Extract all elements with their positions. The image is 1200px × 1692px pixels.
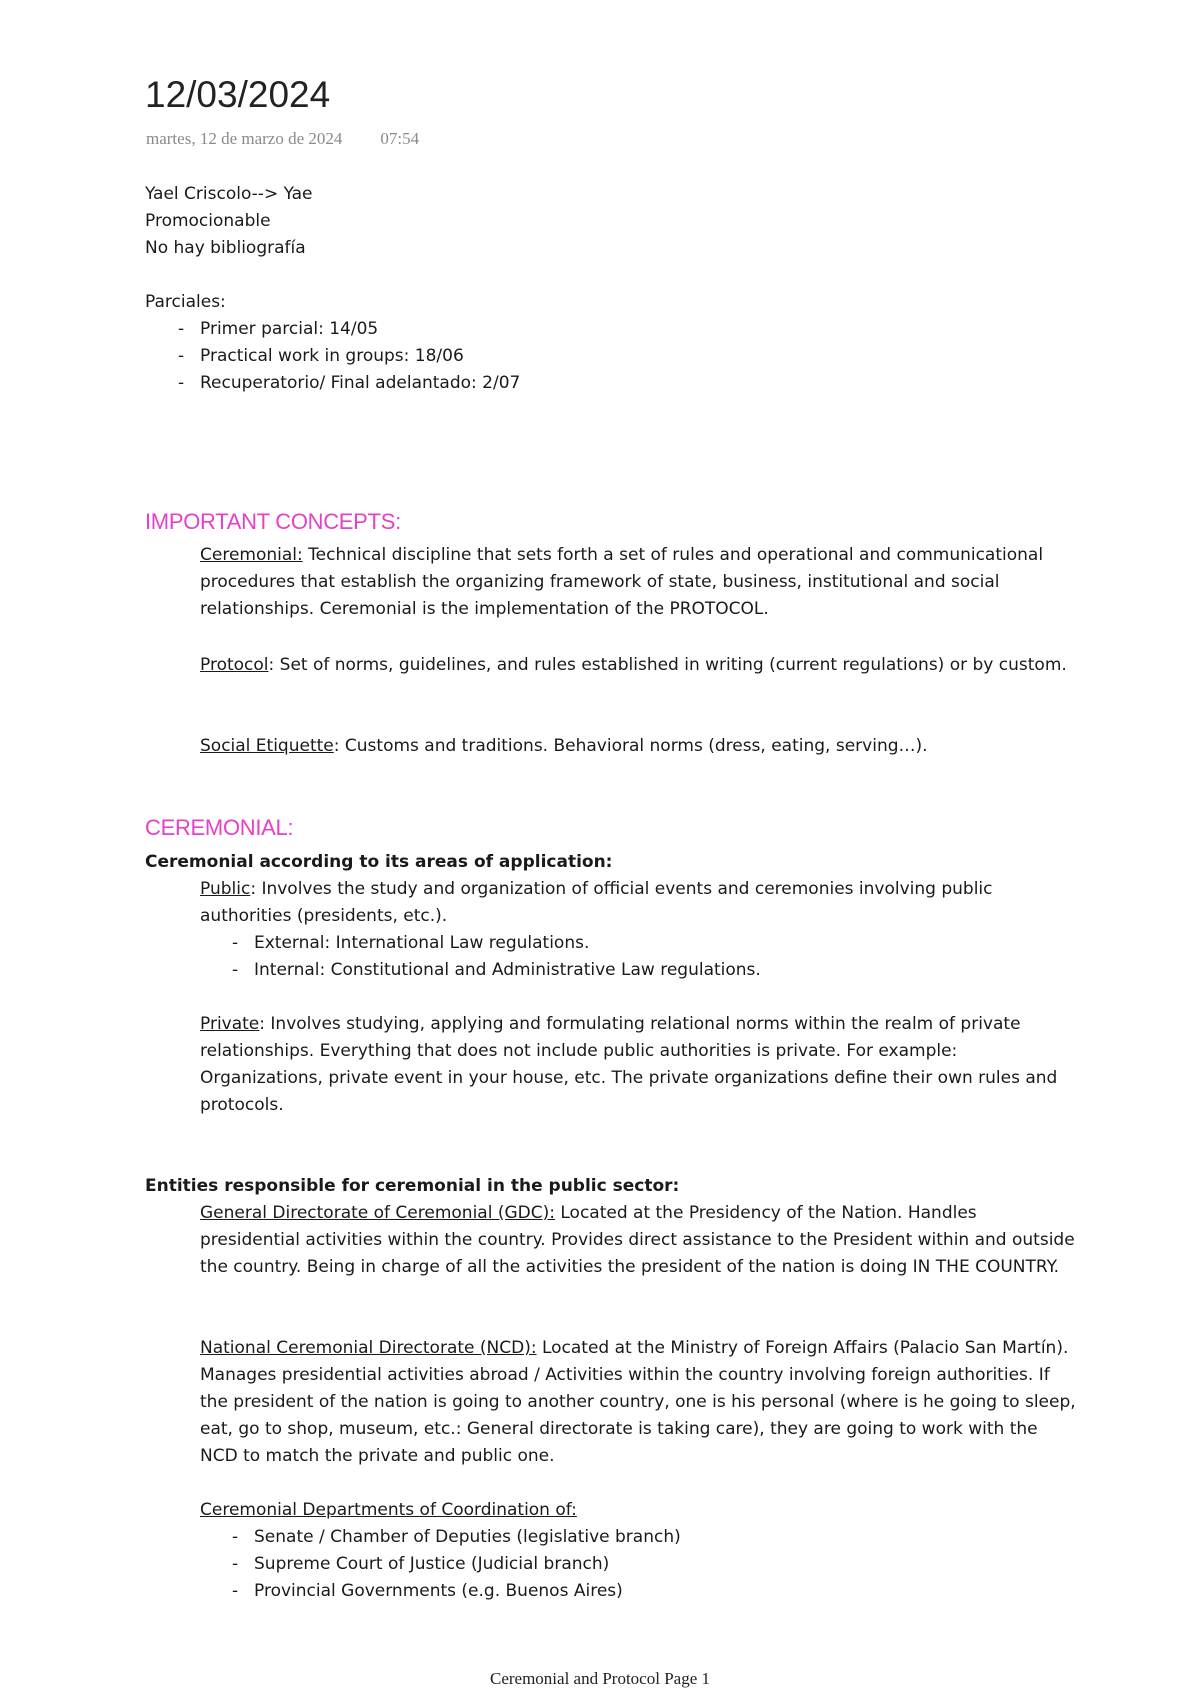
- ceremonial-definition: Ceremonial: Technical discipline that sets forth a set of rules and operational and communicational procedures that establish the organizing framework of state, business, institutional and social relationships. Ceremonial is the implementation of the PROTOCOL.: [200, 545, 1044, 619]
- list-item: - Primer parcial: 14/05: [178, 319, 379, 339]
- page-title: 12/03/2024: [145, 74, 331, 115]
- intro-line-3: No hay bibliografía: [145, 238, 306, 258]
- ceremonial-subheading: Ceremonial according to its areas of application:: [145, 852, 613, 872]
- intro-line-1: Yael Criscolo--> Yae: [145, 184, 313, 204]
- important-concepts-heading: IMPORTANT CONCEPTS:: [145, 509, 401, 534]
- ncd-definition: National Ceremonial Directorate (NCD): Located at the Ministry of Foreign Affairs (Palacio San Martín). Manages presidential activities abroad / Activities within the country involving foreign authorities. If the president of the nation is going to another country, one is his personal (where is he going to sleep, eat, go to shop, museum, etc.: General directorate is taking care), they are going to work with the NCD to match the private and public one.: [200, 1338, 1076, 1466]
- departments-label: Ceremonial Departments of Coordination of:: [200, 1500, 577, 1520]
- list-item: - Senate / Chamber of Deputies (legislative branch): [232, 1527, 681, 1547]
- list-item: - Internal: Constitutional and Administrative Law regulations.: [232, 960, 761, 980]
- intro-line-2: Promocionable: [145, 211, 271, 231]
- list-item: - Provincial Governments (e.g. Buenos Aires): [232, 1581, 623, 1601]
- protocol-definition: Protocol: Set of norms, guidelines, and rules established in writing (current regulations) or by custom.: [200, 655, 1067, 675]
- time-text: 07:54: [380, 129, 420, 148]
- list-item: - Practical work in groups: 18/06: [178, 346, 464, 366]
- list-item: - External: International Law regulations.: [232, 933, 590, 953]
- page-footer: Ceremonial and Protocol Page 1: [489, 1669, 710, 1688]
- list-item: - Recuperatorio/ Final adelantado: 2/07: [178, 373, 521, 393]
- page-meta: [146, 129, 419, 149]
- etiquette-definition: Social Etiquette: Customs and traditions. Behavioral norms (dress, eating, serving…).: [200, 736, 928, 756]
- gdc-definition: General Directorate of Ceremonial (GDC): Located at the Presidency of the Nation. Handles presidential activities within the country. Provides direct assistance to the President within and outside the country. Being in charge of all the activities the president of the nation is doing IN THE COUNTRY.: [200, 1203, 1075, 1277]
- public-definition: Public: Involves the study and organization of official events and ceremonies involving public authorities (presidents, etc.).: [200, 879, 993, 926]
- list-item: - Supreme Court of Justice (Judicial branch): [232, 1554, 610, 1574]
- entities-heading: Entities responsible for ceremonial in the public sector:: [145, 1176, 680, 1196]
- date-text: martes, 12 de marzo de 2024: [146, 129, 343, 148]
- private-definition: Private: Involves studying, applying and formulating relational norms within the realm of private relationships. Everything that does not include public authorities is private. For example: Organizations, private event in your house, etc. The private organizations define their own rules and protocols.: [200, 1014, 1058, 1115]
- ceremonial-heading: CEREMONIAL:: [145, 815, 294, 840]
- parciales-label: Parciales:: [145, 292, 226, 312]
